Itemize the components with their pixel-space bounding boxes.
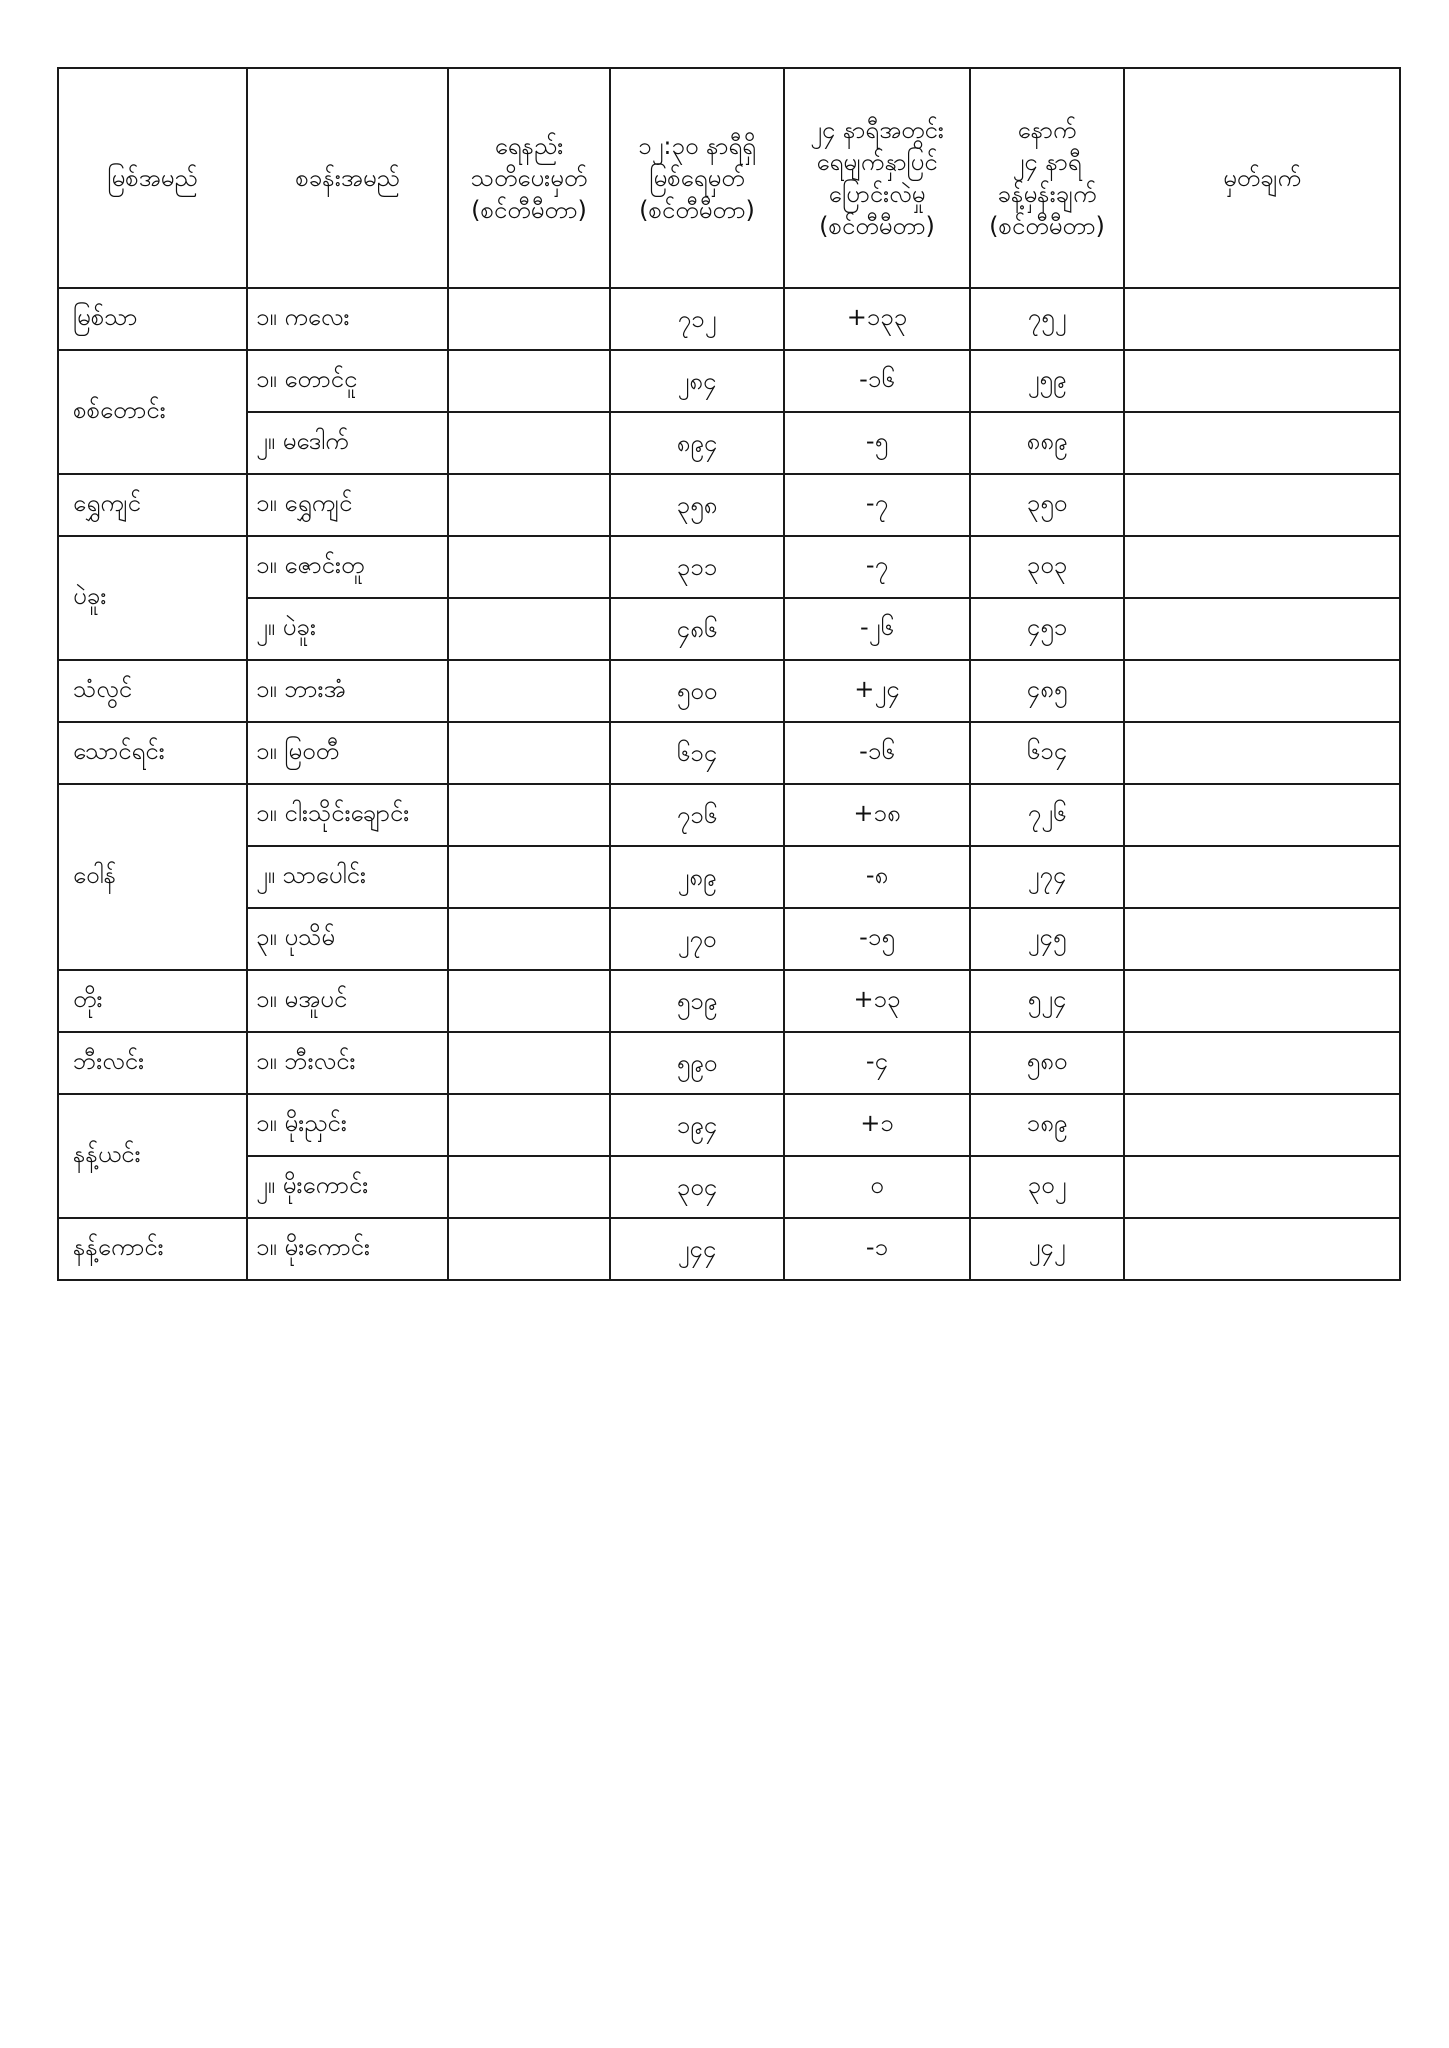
remarks-cell <box>1124 1094 1400 1156</box>
current-level-cell: ၃၀၄ <box>610 1156 784 1218</box>
change-cell: +၂၄ <box>784 660 970 722</box>
station-cell: ၂။ ပဲခူး <box>247 598 448 660</box>
change-cell: +၁၃၃ <box>784 288 970 350</box>
forecast-cell: ၄၅၁ <box>970 598 1124 660</box>
current-level-cell: ၇၁၆ <box>610 784 784 846</box>
station-cell: ၂။ မိုးကောင်း <box>247 1156 448 1218</box>
remarks-cell <box>1124 908 1400 970</box>
table-row <box>58 474 1400 536</box>
river-name-cell: နန့်ယင်း <box>58 1094 247 1218</box>
river-name-cell: စစ်တောင်း <box>58 350 247 474</box>
header-warning-level: ရေနည်း သတိပေးမှတ် (စင်တီမီတာ) <box>448 68 610 288</box>
table-row <box>58 1094 1400 1156</box>
current-level-cell: ၅၀၀ <box>610 660 784 722</box>
river-name-cell: မြစ်သာ <box>58 288 247 350</box>
current-level-cell: ၇၁၂ <box>610 288 784 350</box>
forecast-cell: ၂၄၅ <box>970 908 1124 970</box>
warning-level-cell <box>448 970 610 1032</box>
table-row <box>58 784 1400 846</box>
river-name-cell: တိုး <box>58 970 247 1032</box>
forecast-cell: ၂၅၉ <box>970 350 1124 412</box>
change-cell: -၅ <box>784 412 970 474</box>
forecast-cell: ၈၈၉ <box>970 412 1124 474</box>
forecast-cell: ၄၈၅ <box>970 660 1124 722</box>
river-name-cell: သောင်ရင်း <box>58 722 247 784</box>
header-river: မြစ်အမည် <box>58 68 247 288</box>
forecast-cell: ၁၈၉ <box>970 1094 1124 1156</box>
table-row <box>58 1156 1400 1218</box>
change-cell: -၁၆ <box>784 722 970 784</box>
table-row <box>58 536 1400 598</box>
table-row <box>58 908 1400 970</box>
forecast-cell: ၆၁၄ <box>970 722 1124 784</box>
current-level-cell: ၂၇၀ <box>610 908 784 970</box>
warning-level-cell <box>448 1032 610 1094</box>
table-row <box>58 288 1400 350</box>
warning-level-cell <box>448 412 610 474</box>
change-cell: -၁၆ <box>784 350 970 412</box>
warning-level-cell <box>448 784 610 846</box>
table-body <box>58 288 1400 1280</box>
current-level-cell: ၂၈၉ <box>610 846 784 908</box>
table-row <box>58 1032 1400 1094</box>
change-cell: -၇ <box>784 474 970 536</box>
warning-level-cell <box>448 598 610 660</box>
warning-level-cell <box>448 350 610 412</box>
change-cell: -၂၆ <box>784 598 970 660</box>
station-cell: ၁။ ဘီးလင်း <box>247 1032 448 1094</box>
table-row <box>58 1218 1400 1280</box>
forecast-cell: ၃၀၂ <box>970 1156 1124 1218</box>
station-cell: ၃။ ပုသိမ် <box>247 908 448 970</box>
table-row <box>58 722 1400 784</box>
table-row <box>58 412 1400 474</box>
warning-level-cell <box>448 722 610 784</box>
river-name-cell: ရွှေကျင် <box>58 474 247 536</box>
current-level-cell: ၃၁၁ <box>610 536 784 598</box>
change-cell: +၁၈ <box>784 784 970 846</box>
forecast-cell: ၇၂၆ <box>970 784 1124 846</box>
remarks-cell <box>1124 536 1400 598</box>
warning-level-cell <box>448 1156 610 1218</box>
station-cell: ၁။ မိုးညှင်း <box>247 1094 448 1156</box>
station-cell: ၁။ ဘားအံ <box>247 660 448 722</box>
header-current-level: ၁၂:၃၀ နာရီရှိ မြစ်ရေမှတ် (စင်တီမီတာ) <box>610 68 784 288</box>
river-name-cell: သံလွင် <box>58 660 247 722</box>
change-cell: -၁ <box>784 1218 970 1280</box>
river-level-table-container <box>57 67 1399 1281</box>
forecast-cell: ၅၈၀ <box>970 1032 1124 1094</box>
remarks-cell <box>1124 474 1400 536</box>
station-cell: ၁။ တောင်ငူ <box>247 350 448 412</box>
station-cell: ၁။ မြဝတီ <box>247 722 448 784</box>
station-cell: ၂။ မဒေါက် <box>247 412 448 474</box>
remarks-cell <box>1124 412 1400 474</box>
change-cell: -၈ <box>784 846 970 908</box>
table-row <box>58 846 1400 908</box>
current-level-cell: ၆၁၄ <box>610 722 784 784</box>
table-row <box>58 350 1400 412</box>
header-remarks: မှတ်ချက် <box>1124 68 1400 288</box>
header-row <box>58 68 1400 288</box>
river-name-cell: ပဲခူး <box>58 536 247 660</box>
current-level-cell: ၅၉၀ <box>610 1032 784 1094</box>
remarks-cell <box>1124 1156 1400 1218</box>
current-level-cell: ၄၈၆ <box>610 598 784 660</box>
current-level-cell: ၃၅၈ <box>610 474 784 536</box>
forecast-cell: ၂၇၄ <box>970 846 1124 908</box>
change-cell: +၁ <box>784 1094 970 1156</box>
remarks-cell <box>1124 1032 1400 1094</box>
current-level-cell: ၅၁၉ <box>610 970 784 1032</box>
remarks-cell <box>1124 350 1400 412</box>
warning-level-cell <box>448 846 610 908</box>
remarks-cell <box>1124 970 1400 1032</box>
station-cell: ၁။ ကလေး <box>247 288 448 350</box>
remarks-cell <box>1124 288 1400 350</box>
change-cell: -၄ <box>784 1032 970 1094</box>
remarks-cell <box>1124 722 1400 784</box>
change-cell: -၁၅ <box>784 908 970 970</box>
forecast-cell: ၅၂၄ <box>970 970 1124 1032</box>
river-name-cell: နန့်ကောင်း <box>58 1218 247 1280</box>
table-row <box>58 970 1400 1032</box>
header-24h-change: ၂၄ နာရီအတွင်း ရေမျက်နှာပြင် ပြောင်းလဲမှု (စင်တီမီတာ) <box>784 68 970 288</box>
header-24h-forecast: နောက် ၂၄ နာရီ ခန့်မှန်းချက် (စင်တီမီတာ) <box>970 68 1124 288</box>
warning-level-cell <box>448 536 610 598</box>
remarks-cell <box>1124 846 1400 908</box>
remarks-cell <box>1124 1218 1400 1280</box>
current-level-cell: ၂၄၄ <box>610 1218 784 1280</box>
station-cell: ၁။ ရွှေကျင် <box>247 474 448 536</box>
warning-level-cell <box>448 660 610 722</box>
change-cell: -၇ <box>784 536 970 598</box>
table-row <box>58 660 1400 722</box>
remarks-cell <box>1124 660 1400 722</box>
remarks-cell <box>1124 784 1400 846</box>
station-cell: ၁။ မအူပင် <box>247 970 448 1032</box>
station-cell: ၁။ ဇောင်းတူ <box>247 536 448 598</box>
warning-level-cell <box>448 1218 610 1280</box>
current-level-cell: ၁၉၄ <box>610 1094 784 1156</box>
warning-level-cell <box>448 1094 610 1156</box>
warning-level-cell <box>448 474 610 536</box>
station-cell: ၁။ မိုးကောင်း <box>247 1218 448 1280</box>
warning-level-cell <box>448 908 610 970</box>
current-level-cell: ၈၉၄ <box>610 412 784 474</box>
change-cell: +၁၃ <box>784 970 970 1032</box>
forecast-cell: ၃၅၀ <box>970 474 1124 536</box>
remarks-cell <box>1124 598 1400 660</box>
forecast-cell: ၂၄၂ <box>970 1218 1124 1280</box>
station-cell: ၂။ သာပေါင်း <box>247 846 448 908</box>
change-cell: ၀ <box>784 1156 970 1218</box>
forecast-cell: ၇၅၂ <box>970 288 1124 350</box>
forecast-cell: ၃၀၃ <box>970 536 1124 598</box>
river-name-cell: ဝေါန် <box>58 784 247 970</box>
river-level-table <box>57 67 1401 1281</box>
header-station: စခန်းအမည် <box>247 68 448 288</box>
table-row <box>58 598 1400 660</box>
warning-level-cell <box>448 288 610 350</box>
current-level-cell: ၂၈၄ <box>610 350 784 412</box>
station-cell: ၁။ ငါးသိုင်းချောင်း <box>247 784 448 846</box>
river-name-cell: ဘီးလင်း <box>58 1032 247 1094</box>
